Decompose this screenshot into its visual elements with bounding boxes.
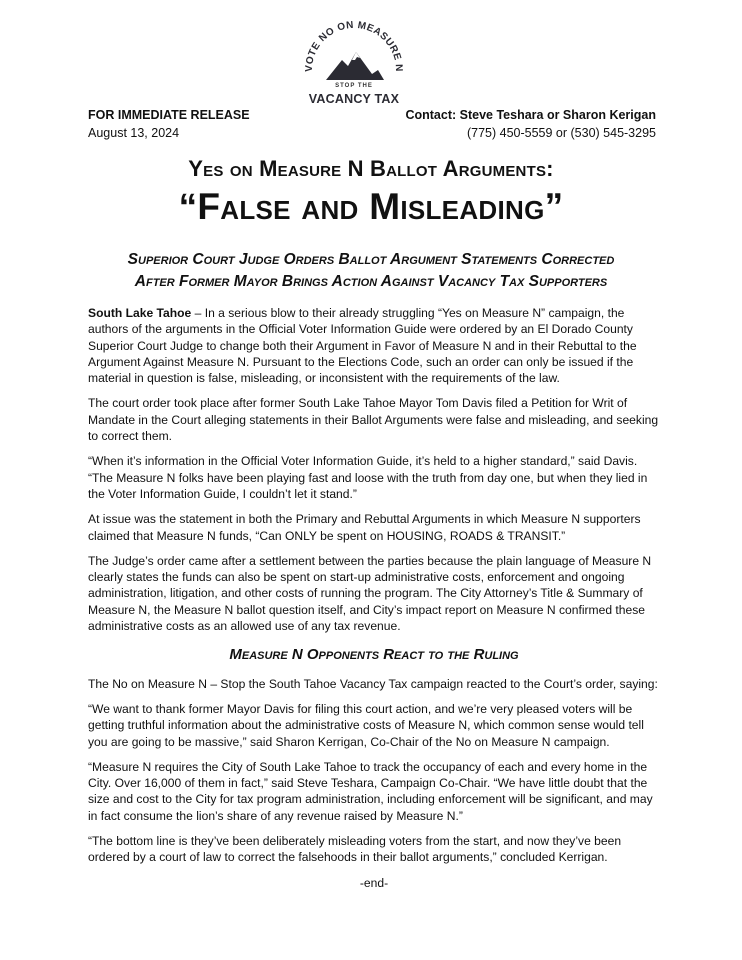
paragraph-8: “Measure N requires the City of South Lake Tahoe to track the occupancy of each and every home in the City. Over 16,000 of them in fact,” said Steve Teshara, Campaign Co-Chair. “We have little doubt that the size and cost to the City for tax program administration, including enforcement will be significant, and may in fact consume the lion’s share of any revenue raised by Measure N.” (88, 759, 653, 823)
contact-info (405, 106, 656, 142)
paragraph-1 (88, 305, 660, 386)
paragraph-3: “When it’s information in the Official Voter Information Guide, it’s held to a higher standard,” said Davis. “The Measure N folks have been playing fast and loose with the truth from day one, but when they lied in the Voter Information Guide, I couldn’t let it stand.” (88, 454, 648, 501)
end-marker: -end- (359, 875, 389, 890)
release-date: August 13, 2024 (88, 126, 180, 140)
headline-quote: “False and Misleading” (178, 186, 564, 227)
logo-arc-text: VOTE NO ON MEASURE N (303, 19, 405, 73)
subheadline-line-1: Superior Court Judge Orders Ballot Argument Statements Corrected (127, 251, 615, 268)
paragraph-9: “The bottom line is they’ve been deliberately misleading voters from the start, and now they’ve been ordered by a court of law to correct the falsehoods in their ballot arguments,” concluded Kerrigan. (88, 834, 622, 865)
headline: Yes on Measure N Ballot Arguments: (188, 156, 554, 181)
article-body (88, 305, 660, 900)
paragraph-2: The court order took place after former South Lake Tahoe Mayor Tom Davis filed a Petition for Writ of Mandate in the Court alleging statements in their Ballot Arguments were false and misleading, and seeking to correct them. (88, 396, 659, 444)
section-heading: Measure N Opponents React to the Ruling (229, 646, 519, 664)
paragraph-5: The Judge’s order came after a settlement between the parties because the plain language of Measure N clearly states the funds can also be spent on start-up administrative costs, enforcement and ongoing administration, litigation, and other costs of running the program. The City Attorney’s Title & Summary of Measure N, the Measure N ballot question itself, and City’s impact report on Measure N confirmed these administrative costs as an allowed use of any tax revenue. (88, 553, 652, 634)
logo-tagline: STOP THE (335, 83, 373, 89)
subheadline-line-2: After Former Mayor Brings Action Against Vacancy Tax Supporters (134, 273, 608, 290)
paragraph-6: The No on Measure N – Stop the South Tahoe Vacancy Tax campaign reacted to the Court’s order, saying: (88, 676, 658, 691)
campaign-logo (290, 8, 418, 108)
release-info (88, 106, 250, 142)
paragraph-1-text: – In a serious blow to their already struggling “Yes on Measure N” campaign, the authors of the arguments in the Official Voter Information Guide were ordered by an El Dorado County Superior Court Judge to change both their Argument in Favor of Measure N and in their Rebuttal to the Argument Against Measure N. Pursuant to the Elections Code, such an order can only be issued if the material in question is false, misleading, or inconsistent with the requirements of the law. (88, 306, 637, 386)
logo-wordmark: VACANCY TAX (308, 92, 400, 106)
subheadline (60, 249, 682, 293)
release-label: FOR IMMEDIATE RELEASE (88, 108, 250, 122)
dateline: South Lake Tahoe (88, 306, 192, 320)
contact-names: Contact: Steve Teshara or Sharon Kerigan (405, 108, 656, 122)
paragraph-4: At issue was the statement in both the Primary and Rebuttal Arguments in which Measure N supporters claimed that Measure N funds, “Can ONLY be spent on HOUSING, ROADS & TRANSIT.” (88, 512, 641, 543)
contact-phones: (775) 450-5559 or (530) 545-3295 (466, 126, 656, 140)
paragraph-7: “We want to thank former Mayor Davis for filing this court action, and we’re very pleased voters will be getting truthful information about the administrative costs of Measure N, which common sense would tell you are going to be massive,” said Sharon Kerrigan, Co-Chair of the No on Measure N campaign. (88, 701, 644, 749)
